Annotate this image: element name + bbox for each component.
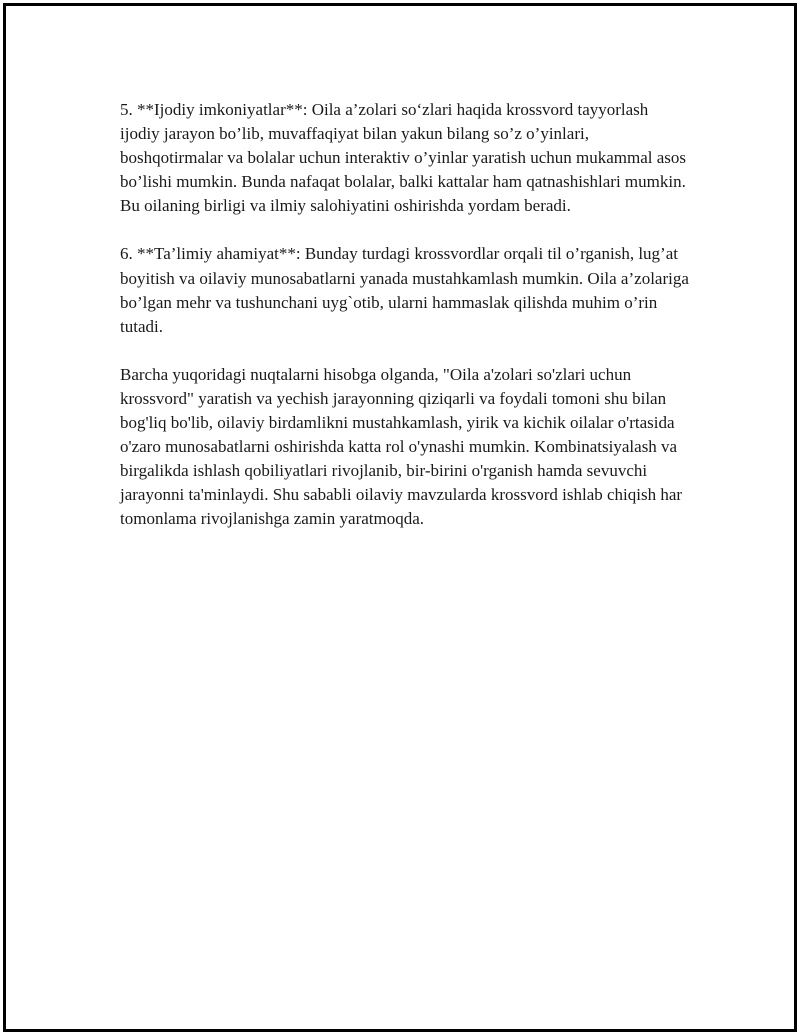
paragraph-ijodiy-imkoniyatlar: 5. **Ijodiy imkoniyatlar**: Oila a’zolari so‘zlari haqida krossvord tayyorlash ijodiy jarayon bo’lib, muvaffaqiyat bilan yakun bilang so’z o’yinlari, boshqotirmalar va bolalar uchun interaktiv o’yinlar yaratish uchun mukammal asos bo’lishi mumkin. Bunda nafaqat bolalar, balki kattalar ham qatnashishlari mumkin. Bu oilaning birligi va ilmiy salohiyatini oshirishda yordam beradi.	[120, 100, 687, 216]
paragraph-talimiy-ahamiyat: 6. **Ta’limiy ahamiyat**: Bunday turdagi krossvordlar orqali til o’rganish, lug’at boyitish va oilaviy munosabatlarni yanada mustahkamlash mumkin. Oila a’zolariga bo’lgan mehr va tushunchani uyg`otib, ularni hammaslak qilishda muhim o’rin tutadi.	[120, 244, 689, 336]
document-page	[3, 3, 797, 1032]
paragraph-conclusion: Barcha yuqoridagi nuqtalarni hisobga olganda, "Oila a'zolari so'zlari uchun krossvord" yaratish va yechish jarayonning qiziqarli va foydali tomoni shu bilan bog'liq bo'lib, oilaviy birdamlikni mustahkamlash, yirik va kichik oilalar o'rtasida o'zaro munosabatlarni oshirishda katta rol o'ynashi mumkin. Kombinatsiyalash va birgalikda ishlash qobiliyatlari rivojlanib, bir-birini o'rganish hamda sevuvchi jarayonni ta'minlaydi. Shu sababli oilaviy mavzularda krossvord ishlab chiqish har tomonlama rivojlanishga zamin yaratmoqda.	[120, 364, 683, 529]
document-body	[120, 98, 690, 556]
